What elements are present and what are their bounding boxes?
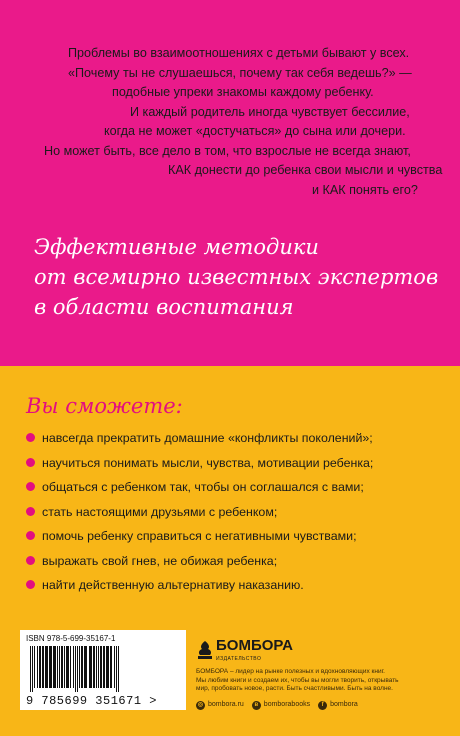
- bullet-icon: [26, 433, 35, 442]
- intro-line: подобные упреки знакомы каждому ребенку.: [112, 85, 374, 99]
- publisher-logo-icon: [196, 640, 214, 660]
- bullet-icon: [26, 531, 35, 540]
- publisher-name: БОМБОРА: [216, 637, 293, 654]
- list-item: [26, 479, 373, 504]
- intro-line: и КАК понять его?: [312, 182, 418, 197]
- publisher-tagline: ИЗДАТЕЛЬСТВО: [216, 656, 262, 662]
- headline-line: Эффективные методики: [34, 235, 319, 259]
- bullet-icon: [26, 507, 35, 516]
- list-item-text: выражать свой гнев, не обижая ребенка;: [42, 553, 278, 568]
- instagram-icon: ◎: [197, 701, 204, 708]
- headline-line: от всемирно известных экспертов: [34, 265, 439, 289]
- intro-line: И каждый родитель иногда чувствует бессилие,: [130, 104, 410, 119]
- isbn-label: ISBN 978-5-699-35167-1: [26, 634, 116, 643]
- intro-line: когда не может «достучаться» до сына или дочери.: [104, 124, 406, 138]
- publisher-description: [196, 668, 436, 694]
- social-link-vk[interactable]: [252, 700, 310, 710]
- list-item: [26, 528, 373, 553]
- list-item: [26, 553, 373, 578]
- list-item-text: найти действенную альтернативу наказанию.: [42, 578, 304, 592]
- list-item-text: навсегда прекратить домашние «конфликты поколений»;: [42, 431, 373, 445]
- bullet-icon: [26, 580, 35, 589]
- vk-icon: в: [252, 701, 261, 710]
- list-item: [26, 455, 373, 480]
- intro-line: Но может быть, все дело в том, что взрослые не всегда знают,: [44, 143, 411, 158]
- publisher-description-line: БОМБОРА – лидер на рынке полезных и вдохновляющих книг.: [196, 668, 385, 675]
- bullet-icon: [26, 556, 35, 565]
- benefits-list: [26, 430, 373, 602]
- intro-line: КАК донести до ребенка свои мысли и чувства: [168, 163, 443, 177]
- publisher-description-line: мир, пробовать новое, расти. Быть счастливыми. Быть на волне.: [196, 685, 393, 692]
- intro-line: «Почему ты не слушаешься, почему так себя ведешь?» —: [68, 65, 412, 80]
- social-handle: bombora: [330, 701, 358, 708]
- social-link-instagram[interactable]: [196, 700, 244, 710]
- social-link-facebook[interactable]: [318, 700, 358, 710]
- list-item-text: общаться с ребенком так, чтобы он соглашался с вами;: [42, 480, 364, 494]
- list-item: [26, 577, 373, 602]
- headline: [34, 232, 439, 322]
- facebook-icon: f: [318, 701, 327, 710]
- social-links: [196, 700, 358, 710]
- list-item-text: научиться понимать мысли, чувства, мотивации ребенка;: [42, 455, 374, 470]
- barcode-number: 9 785699 351671 >: [26, 694, 157, 708]
- barcode-bars: [28, 646, 180, 692]
- headline-line: в области воспитания: [34, 295, 294, 319]
- social-handle: bombora.ru: [208, 701, 244, 708]
- bullet-icon: [26, 482, 35, 491]
- list-item-text: помочь ребенку справиться с негативными чувствами;: [42, 529, 357, 543]
- social-handle: bomborabooks: [263, 701, 311, 708]
- list-item: [26, 504, 373, 529]
- intro-line: Проблемы во взаимоотношениях с детьми бывают у всех.: [68, 46, 410, 60]
- publisher-description-line: Мы любим книги и создаем их, чтобы вы могли творить, открывать: [196, 676, 399, 684]
- barcode: [20, 630, 186, 710]
- bullet-icon: [26, 458, 35, 467]
- intro-paragraph: [44, 44, 443, 200]
- list-item: [26, 430, 373, 455]
- pink-panel: [0, 0, 460, 366]
- benefits-title: Вы сможете:: [26, 394, 183, 418]
- list-item-text: стать настоящими друзьями с ребенком;: [42, 504, 278, 519]
